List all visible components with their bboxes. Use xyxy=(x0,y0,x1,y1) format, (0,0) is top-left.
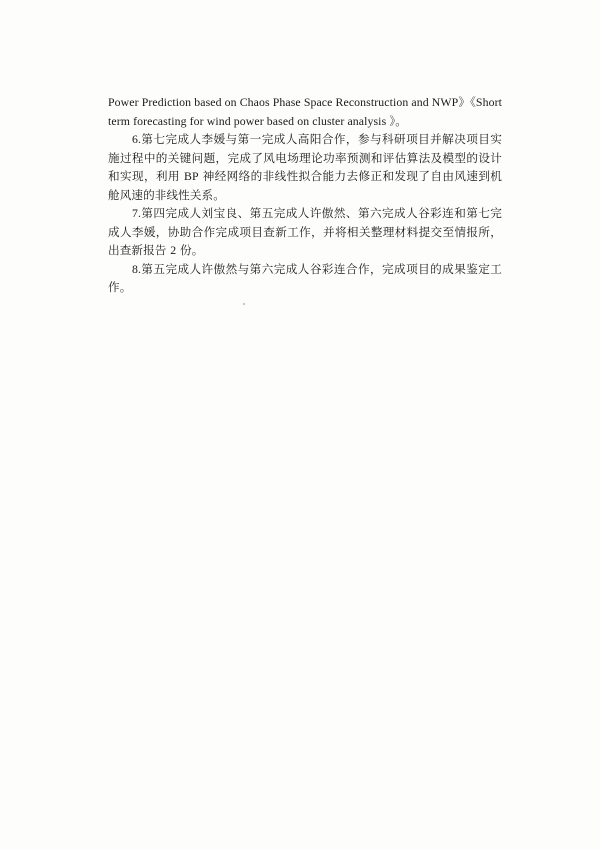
paragraph-8 xyxy=(108,260,502,297)
title-bracket: 》《 xyxy=(458,95,476,109)
reference-title-1: Power Prediction based on Chaos Phase Space Reconstruction and NWP xyxy=(108,95,459,109)
reference-title-2: Short term forecasting for wind power based on cluster analysis xyxy=(108,95,502,128)
paragraph-latin: 2 xyxy=(170,243,177,257)
paragraph-latin: BP xyxy=(183,169,199,183)
document-body xyxy=(108,93,502,297)
reference-continuation xyxy=(108,93,502,130)
paragraph-text: 第七完成人李媛与第一完成人高阳合作，参与科研项目并解决项目实施过程中的关键问题，完成了风电场理论功率预测和评估算法及模型的设计和实现，利用 xyxy=(108,132,502,183)
paragraph-text: 第五完成人许傲然与第六完成人谷彩连合作，完成项目的成果鉴定工作。 xyxy=(108,261,502,294)
paragraph-number: 8. xyxy=(132,261,142,276)
paragraph-7 xyxy=(108,204,502,260)
paragraph-text-end: 神经网络的非线性拟合能力去修正和发现了自由风速到机舱风速的非线性关系。 xyxy=(108,169,502,202)
scan-speck xyxy=(243,303,245,305)
paragraph-text: 第四完成人刘宝良、第五完成人许傲然、第六完成人谷彩连和第七完成人李媛，协助合作完成项目查新工作，并将相关整理材料提交至情报所，出查新报告 xyxy=(108,206,502,257)
paragraph-number: 7. xyxy=(132,206,142,220)
paragraph-6 xyxy=(108,130,502,204)
title-bracket-end: 》。 xyxy=(389,113,407,128)
paragraph-text-end: 份。 xyxy=(176,243,204,257)
paragraph-number: 6. xyxy=(132,132,142,146)
